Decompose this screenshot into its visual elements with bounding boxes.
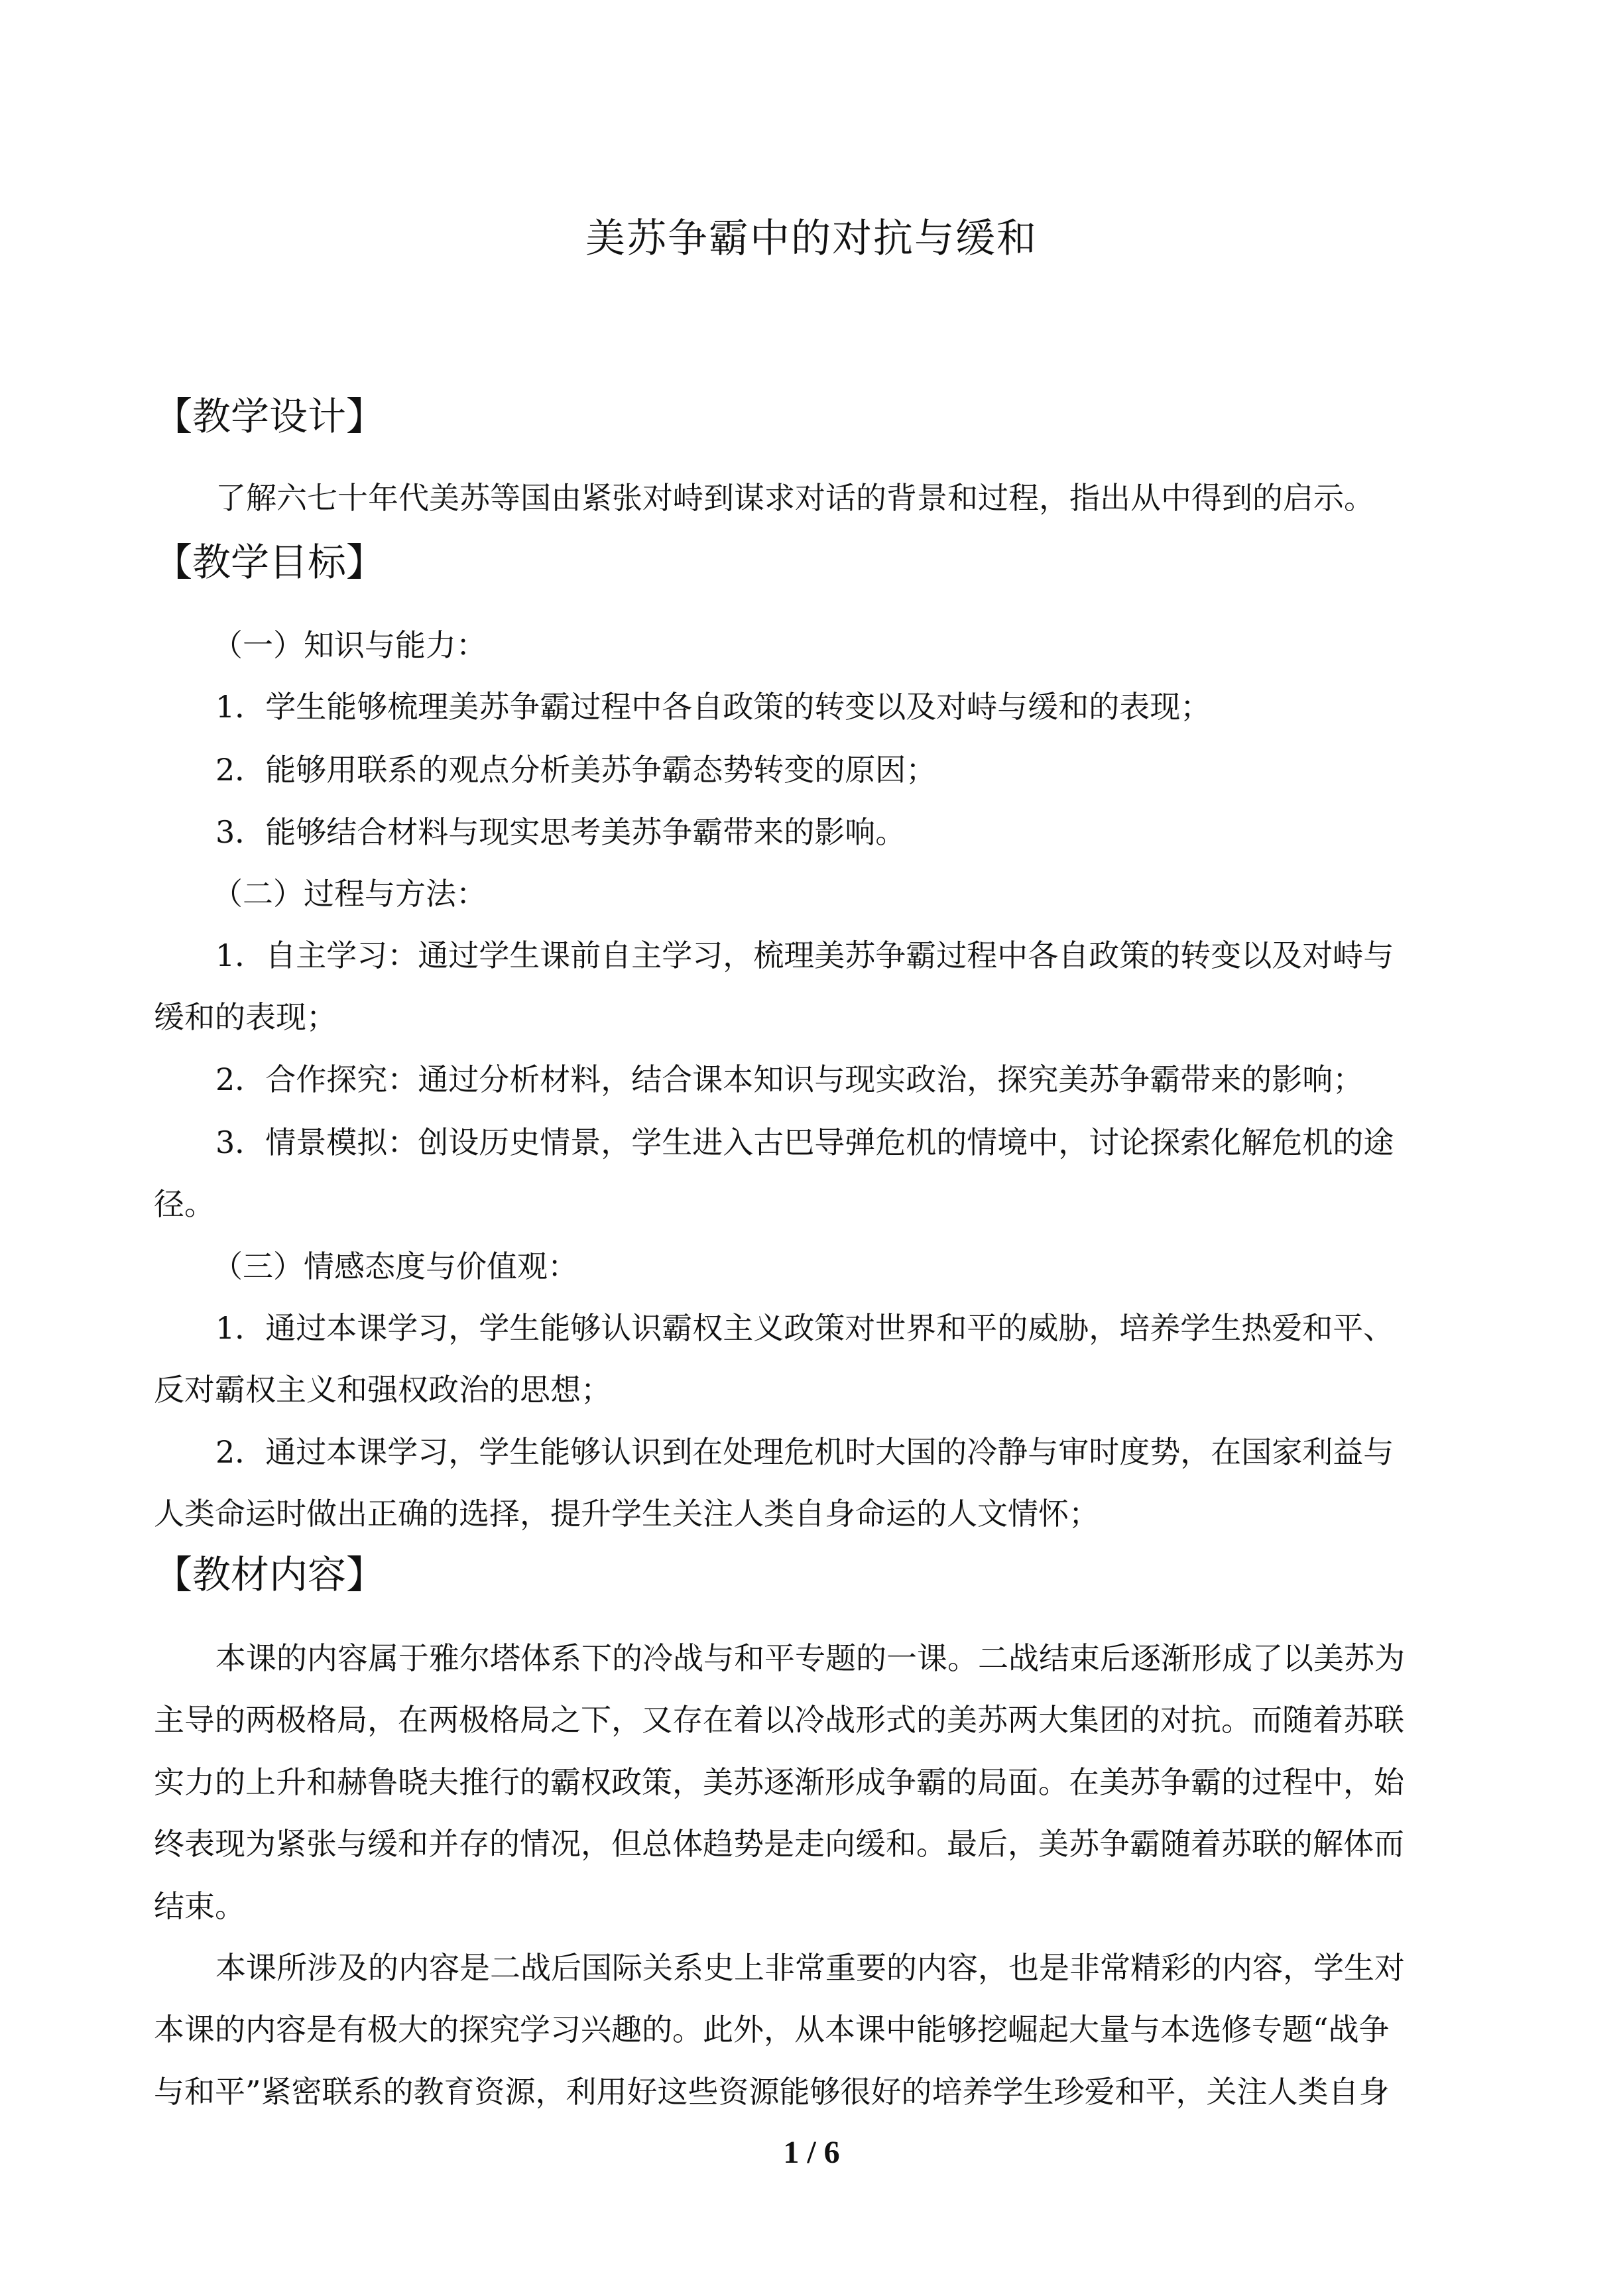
paragraph-line: 缓和的表现； xyxy=(154,999,337,1035)
paragraph-line: 本课所涉及的内容是二战后国际关系史上非常重要的内容，也是非常精彩的内容，学生对 xyxy=(215,1950,1405,1986)
paragraph-line: 主导的两极格局，在两极格局之下，又存在着以冷战形式的美苏两大集团的对抗。而随着苏联 xyxy=(154,1702,1404,1738)
section-heading-design: 【教学设计】 xyxy=(154,394,385,439)
paragraph-line: 1．通过本课学习，学生能够认识霸权主义政策对世界和平的威胁，培养学生热爱和平、 xyxy=(215,1310,1394,1346)
paragraph-line: 本课的内容属于雅尔塔体系下的冷战与和平专题的一课。二战结束后逐渐形成了以美苏为 xyxy=(215,1640,1405,1676)
paragraph-line: 2．通过本课学习，学生能够认识到在处理危机时大国的冷静与审时度势，在国家利益与 xyxy=(215,1434,1394,1470)
paragraph-line: 人类命运时做出正确的选择，提升学生关注人类自身命运的人文情怀； xyxy=(154,1496,1099,1532)
paragraph-line: 本课的内容是有极大的探究学习兴趣的。此外，从本课中能够挖崛起大量与本选修专题“战争 xyxy=(154,2012,1390,2047)
paragraph-line: 径。 xyxy=(154,1186,215,1222)
section-heading-goals: 【教学目标】 xyxy=(154,540,385,585)
paragraph-line: 终表现为紧张与缓和并存的情况，但总体趋势是走向缓和。最后，美苏争霸随着苏联的解体而 xyxy=(154,1826,1404,1862)
subsection-heading: （一）知识与能力： xyxy=(212,627,487,663)
section-heading-content: 【教材内容】 xyxy=(154,1552,385,1597)
paragraph-line: 3．能够结合材料与现实思考美苏争霸带来的影响。 xyxy=(215,814,906,850)
paragraph-line: 与和平”紧密联系的教育资源，利用好这些资源能够很好的培养学生珍爱和平，关注人类自身 xyxy=(154,2074,1390,2110)
paragraph-line: 3．情景模拟：创设历史情景，学生进入古巴导弹危机的情境中，讨论探索化解危机的途 xyxy=(215,1124,1394,1160)
paragraph-line: 结束。 xyxy=(154,1888,245,1924)
paragraph-line: 实力的上升和赫鲁晓夫推行的霸权政策，美苏逐渐形成争霸的局面。在美苏争霸的过程中，始 xyxy=(154,1764,1404,1800)
paragraph-line: 了解六七十年代美苏等国由紧张对峙到谋求对话的背景和过程，指出从中得到的启示。 xyxy=(215,480,1374,516)
subsection-heading: （二）过程与方法： xyxy=(212,876,487,912)
paragraph-line: 1．自主学习：通过学生课前自主学习，梳理美苏争霸过程中各自政策的转变以及对峙与 xyxy=(215,937,1394,973)
page-number: 1 / 6 xyxy=(783,2135,840,2170)
subsection-heading: （三）情感态度与价值观： xyxy=(212,1248,578,1284)
paragraph-line: 1．学生能够梳理美苏争霸过程中各自政策的转变以及对峙与缓和的表现； xyxy=(215,689,1211,725)
paragraph-line: 反对霸权主义和强权政治的思想； xyxy=(154,1372,611,1408)
document-title: 美苏争霸中的对抗与缓和 xyxy=(585,215,1038,262)
paragraph-line: 2．合作探究：通过分析材料，结合课本知识与现实政治，探究美苏争霸带来的影响； xyxy=(215,1061,1364,1097)
paragraph-line: 2．能够用联系的观点分析美苏争霸态势转变的原因； xyxy=(215,752,937,788)
